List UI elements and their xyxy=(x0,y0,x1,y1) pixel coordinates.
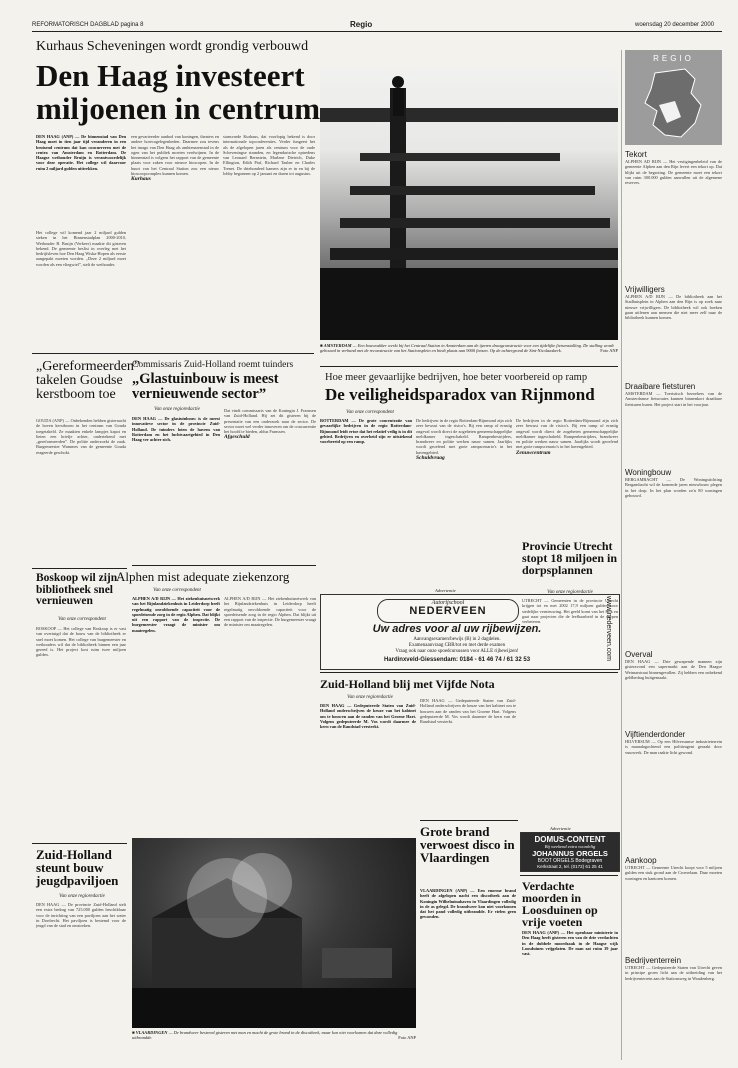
main-photo-caption: ■ AMSTERDAM — Een bouwvakker werkt bij het Centraal Station in Amsterdam aan de ijzeren draagconstructie voor een tijdelijke fietsenstalling. De stalling wordt gebouwd in verband met de reconstructie van het Stationsplein en biedt plaats aan 9000 fietsen. Op de achtergrond de Sint-Nicolaaskerk. Foto ANP xyxy=(320,343,618,354)
glastuinbouw-intro: DEN HAAG — De glastuinbouw is de meest innovatieve sector in de provincie Zuid-Holland. De tuinders loten de havens van Rotterdam en het luchtvaartgebied in Den Haag ver achter zich. xyxy=(132,416,220,443)
disco-text-bold: VLAARDINGEN (ANP) — Een enorme brand heeft de afgelopen nacht een discotheek aan de Koningin Wilhelminahaven in Vlaardingen volledig in de as gelegd. De brandweer kon niet voorkomen dat het pand volledig uitbrandde. Er vielen geen gewonden. xyxy=(420,888,516,920)
nota-text: DEN HAAG — Gedeputeerde Staten van Zuid-Holland onderschrijven de keuze van het kabinet om te bouwen aan de randen van het Groene Hart. Volgens gedeputeerde M. Vos wordt daarmee de kern van de Randstad versterkt. xyxy=(320,703,416,730)
alphen-byline: Van onze correspondent xyxy=(153,588,201,593)
main-caption-label: AMSTERDAM xyxy=(323,343,352,348)
alphen-col2: ALPHEN A/D RIJN — Het ziekenhuisnetwerk van het Rijnlandziekenhuis in Leiderdorp heeft regelmatig onvoldoende capaciteit voor de spoedeisende zorg in de regio Alphen. Dat blijkt uit een rapport van de inspectie. De burgemeester vraagt de minister om maatregelen. xyxy=(224,596,316,628)
section-name: Regio xyxy=(350,20,373,29)
jeugd-byline: Van onze regioredactie xyxy=(59,894,105,899)
sidebar-item-title: Draaibare fietsturen xyxy=(625,382,696,391)
regio-box xyxy=(625,50,722,145)
ad-line-1: Aanvangsexamen/bewijs (B) in 2 dagdelen. xyxy=(413,637,501,642)
sidebar-item xyxy=(625,730,722,837)
left-rule-2 xyxy=(32,568,127,569)
disco-rule xyxy=(420,820,518,821)
rijnmond-headline: De veiligheidsparadox van Rijnmond xyxy=(325,385,595,404)
domus-line-2: Bij weekend extra voordelig xyxy=(544,844,596,849)
sidebar-item-title: Woningbouw xyxy=(625,468,672,477)
rijnmond-kicker: Hoe meer gevaarlijke bedrijven, hoe beter voorbereid op ramp xyxy=(325,372,588,383)
ad-brand-label: Autorijschool xyxy=(431,600,465,606)
gereformeerden-text: GOUDA (ANP) — Onbekenden hebben gisternacht de boven kerstboom in het centrum van Gouda toegetakeld. Ze maakten enkele lampjes kapot en lieten een briefje achter, ondertekend met „gereformeerden”. De politie onderzoekt de zaak. Burgemeester Wammes van de gemeente Gouda reageerde geschokt. xyxy=(36,418,126,455)
lead-col2 xyxy=(131,134,219,349)
lead-headline-1: Den Haag investeert xyxy=(36,58,305,93)
loosduinen-text xyxy=(522,930,618,1060)
rijnmond-rule xyxy=(320,366,618,367)
domus-line-5: Kerkstraat 2, tel. (0172) 61 25 41 xyxy=(537,864,603,869)
sidebar-item-text: ALPHEN AD RIJN — Het vestigingenbeleid van de gemeente Alphen aan den Rijn levert een tekort op. Dat blijkt uit de begroting. De gemeente moet een tekort van ruim 300.000 gulden aanvullen uit de algemene reserves. xyxy=(625,159,722,186)
boskoop-text: BOSKOOP — Het college van Boskoop is er vast van overtuigd dat de bouw van de bibliotheek er snel moet komen. Het college van burgemeester en wethouders wil dat de bibliotheek binnen een jaar gereed is. Het project kost ruim twee miljoen gulden. xyxy=(36,626,126,658)
boskoop-headline: Boskoop wil zijn bibliotheek snel vernieuwen xyxy=(36,572,118,607)
sidebar-item-title: Aankoop xyxy=(625,856,657,865)
loosduinen-headline: Verdachte moorden in Loosduinen op vrije voeten xyxy=(522,879,598,929)
sidebar-divider xyxy=(621,50,622,1060)
alphen-text: ALPHEN A/D RIJN — Het ziekenhuisnetwerk van het Rijnlandziekenhuis in Leiderdorp heeft regelmatig onvoldoende capaciteit voor de spoedeisende zorg in de regio Alphen. Dat blijkt uit een rapport van de inspectie. De burgemeester vraagt de minister om maatregelen. xyxy=(132,596,220,633)
ad-url[interactable]: www.nederveen.com xyxy=(605,596,613,661)
alphen-col1 xyxy=(132,596,220,836)
lead-col2-text: een gevarieerder aanbod van koningen, theaters en andere horecagelegenheden. Daarmee zou tevens het imago van Den Haag als ambtenarenstad in de ogen van het publiek moeten verdwijnen. In de binnenstad is volgens het rapport van de gemeente plaats voor zaken voor nieuwe bioscopen. In de buurt van het Centraal Station zou een nieuw bioscoopcomplex kunnen komen. xyxy=(131,134,219,177)
domus-line-3: JOHANNUS ORGELS xyxy=(532,849,608,858)
domus-line-1: DOMUS-CONTENT xyxy=(534,835,606,844)
nota-col2: DEN HAAG — Gedeputeerde Staten van Zuid-Holland onderschrijven de keuze van het kabinet om te bouwen aan de randen van het Groene Hart. Volgens gedeputeerde M. Vos wordt daarmee de kern van de Randstad versterkt. xyxy=(420,698,516,725)
ad-tagline: Uw adres voor al uw rijbewijzen. xyxy=(372,623,542,635)
sidebar-item xyxy=(625,856,722,950)
header-rule xyxy=(32,31,722,32)
sidebar-item-title: Vijftienderdonder xyxy=(625,730,686,739)
disco-headline: Grote brand verwoest disco in Vlaardingen xyxy=(420,824,515,865)
nota-headline: Zuid-Holland blij met Vijfde Nota xyxy=(320,677,495,691)
sidebar-item-text: ALPHEN A/D RIJN — De bibliotheek aan het Stadhuisplein in Alphen aan den Rijn is op zoek naar nieuwe vrijwilligers. De bibliotheek wil ook boeken gaan uitlenen aan mensen die niet meer zelf naar de bibliotheek kunnen komen. xyxy=(625,294,722,321)
sidebar-item-text: AMSTERDAM — Toeristisch bezoekers van de Amsterdamse fietsroutes kunnen binnenkort draaibare fietsturen huren. Het project start in het voorjaar. xyxy=(625,391,722,407)
lead-intro-text: DEN HAAG (ANP) — De binnenstad van Den Haag moet in tien jaar tijd veranderen in een bruisend centrum dat kan concurreren met de centra van Amsterdam en Rotterdam. De Haagse wethouder Bruijn is verantwoordelijk voor deze operatie. Het college wil daarvoor ruim 2 miljard gulden uittrekken. xyxy=(36,134,126,171)
nota-col1 xyxy=(320,703,416,818)
disco-caption-label: VLAARDINGEN xyxy=(135,1030,168,1035)
lead-headline-2: miljoenen in centrum xyxy=(36,91,321,126)
rijnmond-byline: Van onze correspondent xyxy=(346,410,394,415)
lead-col2-subhead: Kurhaus xyxy=(131,176,151,183)
ad-address: Hardinxveld-Giessendam: 0184 - 61 46 74 / 61 32 53 xyxy=(383,657,531,663)
netherlands-map-icon xyxy=(625,65,722,145)
left-rule-1 xyxy=(32,353,314,354)
glastuinbouw-subhead: Afgeschuld xyxy=(224,434,250,441)
construction-silhouette xyxy=(320,68,618,340)
jeugd-text: DEN HAAG — De provincie Zuid-Holland stelt een extra bedrag van 725.000 gulden beschikbaar voor de inrichting van een paviljoen aan het water in Dordrecht. Het paviljoen is bestemd voor de jeugd van de stad en omstreken. xyxy=(36,902,126,929)
alphen-headline: Alphen mist adequate ziekenzorg xyxy=(116,569,290,584)
jeugd-headline: Zuid-Holland steunt bouw jeugdpaviljoen xyxy=(36,847,119,888)
left-rule-3 xyxy=(32,843,127,844)
sidebar-item xyxy=(625,285,722,372)
rijnmond-subhead-2: Zenuwcentrum xyxy=(516,449,551,456)
glastuinbouw-col1 xyxy=(132,416,220,561)
publication-name: REFORMATORISCH DAGBLAD pagina 8 xyxy=(32,22,144,28)
rijnmond-text-2: De bedrijven in de regio Rotterdam-Rijnmond zijn zich zeer bewust van de risico's. Bij een ramp of ernstig ongeval wordt direct de zogeheten gemeenschappelijke meldkamer ingeschakeld. Rampenbestrijders, brandweer en politie werken nauw samen. Jaarlijks wordt geoefend met grote rampscenario's in het havengebied. xyxy=(516,418,618,450)
sidebar-item xyxy=(625,956,722,1060)
sidebar-item-text: BERGAMBACHT — De Woningstichting Bergambacht wil de komende jaren nieuwbouw plegen in het dorp. In het plan worden zo'n 80 woningen gebouwd. xyxy=(625,477,722,498)
rijnmond-intro: ROTTERDAM — De grote concentratie van gevaarlijke bedrijven in de regio Rotterdam-Rijnmond leidt ertoe dat het relatief veilig is in dit gebied. Bedrijven en overheid zijn er uitstekend voorbereid op een ramp. xyxy=(320,418,412,445)
sidebar-item-text: HILVERSUM — Op een Hilversumse industrieterrein is maandagochtend een politieagent geraakt door vuurwerk. De man raakte licht gewond. xyxy=(625,739,722,755)
glastuinbouw-text: Dat vindt commissaris van de Koningin J. Franssen van Zuid-Holland. Hij zei dit gisteren bij de presentatie van een onderzoek naar de sector. De sector moet wel verder innoveren om de concurrentie het hoofd te bieden, aldus Franssen. xyxy=(224,408,316,435)
sidebar xyxy=(625,150,722,1060)
rijnmond-subhead-1: Schuldvraag xyxy=(416,455,445,462)
disco-caption-text: De brandweer bestreed gisteren met man en macht de grote brand in de discotheek, maar kon niet voorkomen dat deze volledig uitbrandde. xyxy=(132,1030,398,1041)
loosduinen-text-bold: DEN HAAG (ANP) — Het openbaar ministerie in Den Haag heeft gisteren een van de drie verdachten in de dubbele moordzaak in de Haagse wijk Loosduinen vrijgelaten. De man zat ruim 39 jaar vast. xyxy=(522,930,618,957)
rijnmond-col2 xyxy=(416,418,512,583)
sidebar-item xyxy=(625,650,722,729)
alphen-rule xyxy=(132,565,316,566)
lead-col3: stansvarde Kurhaus, dat voorlopig bekend is door internationale topconferenties. Verder fungeert het als de afgelopen jaren als centrum voor de oude Scheveningse stranden, en legendarische optredens van Leonard Bernstein, Marlene Dietrich, Duke Ellington, Edith Piaf, Richard Tauber en Charles Trenet. De driehonderd kamers zijn er in en bij de lobby begonnen op 2 januari en duren tot augustus. xyxy=(223,134,315,177)
sidebar-item-text: UTRECHT — Gemeente Utrecht koopt voor 5 miljoen gulden een stuk grond aan de Croeselaan. Daar moeten woningen en kantoren komen. xyxy=(625,865,722,881)
ad-line-2: Examenaanvraag CBR/tot en met derde examen xyxy=(408,643,506,648)
disco-text xyxy=(420,888,516,1060)
regio-title: REGIO xyxy=(653,54,694,63)
utrecht-text: UTRECHT — Gemeenten in de provincie Utrecht krijgen tot en met 2002 17,9 miljoen gulden voor stedelijke vernieuwing. Het geeld komt van het Rijk en gaat naar projecten die de leefbaarheid in de dorpen verbeteren. xyxy=(522,598,618,625)
main-photo xyxy=(320,68,618,340)
domus-line-4: BOOT ORGELS Bodegraven xyxy=(537,858,603,864)
ad-line-3: Vraag ook naar onze spoedcursussen voor ALLE rijbewijzen! xyxy=(395,649,519,654)
sidebar-item xyxy=(625,150,722,284)
sidebar-item-title: Bedrijventerrein xyxy=(625,956,682,965)
sidebar-item-title: Tekort xyxy=(625,150,647,159)
utrecht-byline: Van onze regioredactie xyxy=(547,590,593,595)
sidebar-item-text: UTRECHT — Gedeputeerde Staten van Utrecht geven in principe groen licht aan de uitbreiding van het bedrijventerrein aan de Stationsweg in Woudenberg. xyxy=(625,965,722,981)
rijnmond-col1 xyxy=(320,418,412,583)
lead-intro xyxy=(36,134,126,226)
disco-caption-credit: Foto ANP xyxy=(398,1035,416,1041)
sidebar-item-text: DEN HAAG — Drie gewapende mannen zijn gisteravond een supermarkt aan de Den Haagse Weimarstraat binnengevallen. Zij hebben een onbekend geldbedrag buitgemaakt. xyxy=(625,659,722,680)
ad-brand xyxy=(377,599,519,623)
sidebar-item xyxy=(625,468,722,627)
lead-kicker: Kurhaus Scheveningen wordt grondig verbouwd xyxy=(36,39,309,54)
ad-label: Advertentie xyxy=(435,588,456,593)
ad-brand-name: NEDERVEEN xyxy=(409,605,487,617)
glastuinbouw-col2 xyxy=(224,408,316,561)
main-caption-text: Een bouwvakker werkt bij het Centraal Station in Amsterdam aan de ijzeren draagconstructie voor een tijdelijke fietsenstalling. De stalling wordt gebouwd in verband met de reconstructie van het Stationsplein en biedt plaats aan 9000 fietsen. Op de achtergrond de Sint-Nicolaaskerk. xyxy=(320,343,614,354)
glastuinbouw-headline: „Glastuinbouw is meest vernieuwende sector” xyxy=(132,371,279,402)
sidebar-item-title: Overval xyxy=(625,650,653,659)
utrecht-headline: Provincie Utrecht stopt 18 miljoen in dorpsplannen xyxy=(522,539,618,577)
fire-scene xyxy=(132,838,416,1028)
issue-date: woensdag 20 december 2000 xyxy=(635,22,715,28)
domus-ad-label: Advertentie xyxy=(550,826,571,831)
glastuinbouw-kicker: Commissaris Zuid-Holland roemt tuinders xyxy=(132,360,294,370)
domus-ad[interactable] xyxy=(520,832,620,872)
rijnmond-text: De bedrijven in de regio Rotterdam-Rijnmond zijn zich zeer bewust van de risico's. Bij een ramp of ernstig ongeval wordt direct de zogeheten gemeenschappelijke meldkamer ingeschakeld. Rampenbestrijders, brandweer en politie werken nauw samen. Jaarlijks wordt geoefend met grote rampscenario's in het havengebied. xyxy=(416,418,512,455)
lead-col1: Het college wil komend jaar 2 miljard gulden steken in het Binnenstadplan 2000-2010, Wethouder B. Bruijn (Verkeer) maakte dit gisteren bekend. De gemeente beslist in overleg met het bedrijfsleven hoe Den Haag Wiska-Hopen als eerste aangepakt moeten worden. „Deze 2 miljard moet worden als een vliegwiel”, stelt de wethouder. xyxy=(36,230,126,267)
nota-byline: Van onze regioredactie xyxy=(347,695,393,700)
gereformeerden-headline: „Gereformeerden” takelen Goudse kerstboom toe xyxy=(36,359,141,402)
main-caption-credit: Foto ANP xyxy=(600,348,618,354)
boskoop-byline: Van onze correspondent xyxy=(58,617,106,622)
disco-photo xyxy=(132,838,416,1028)
sidebar-item-title: Vrijwilligers xyxy=(625,285,665,294)
loosduinen-rule xyxy=(520,875,618,876)
disco-photo-caption: ■ VLAARDINGEN — De brandweer bestreed gisteren met man en macht de grote brand in de discotheek, maar kon niet voorkomen dat deze volledig uitbrandde. Foto ANP xyxy=(132,1030,416,1041)
sidebar-item xyxy=(625,382,722,463)
glastuinbouw-byline: Van onze regioredactie xyxy=(154,407,200,412)
